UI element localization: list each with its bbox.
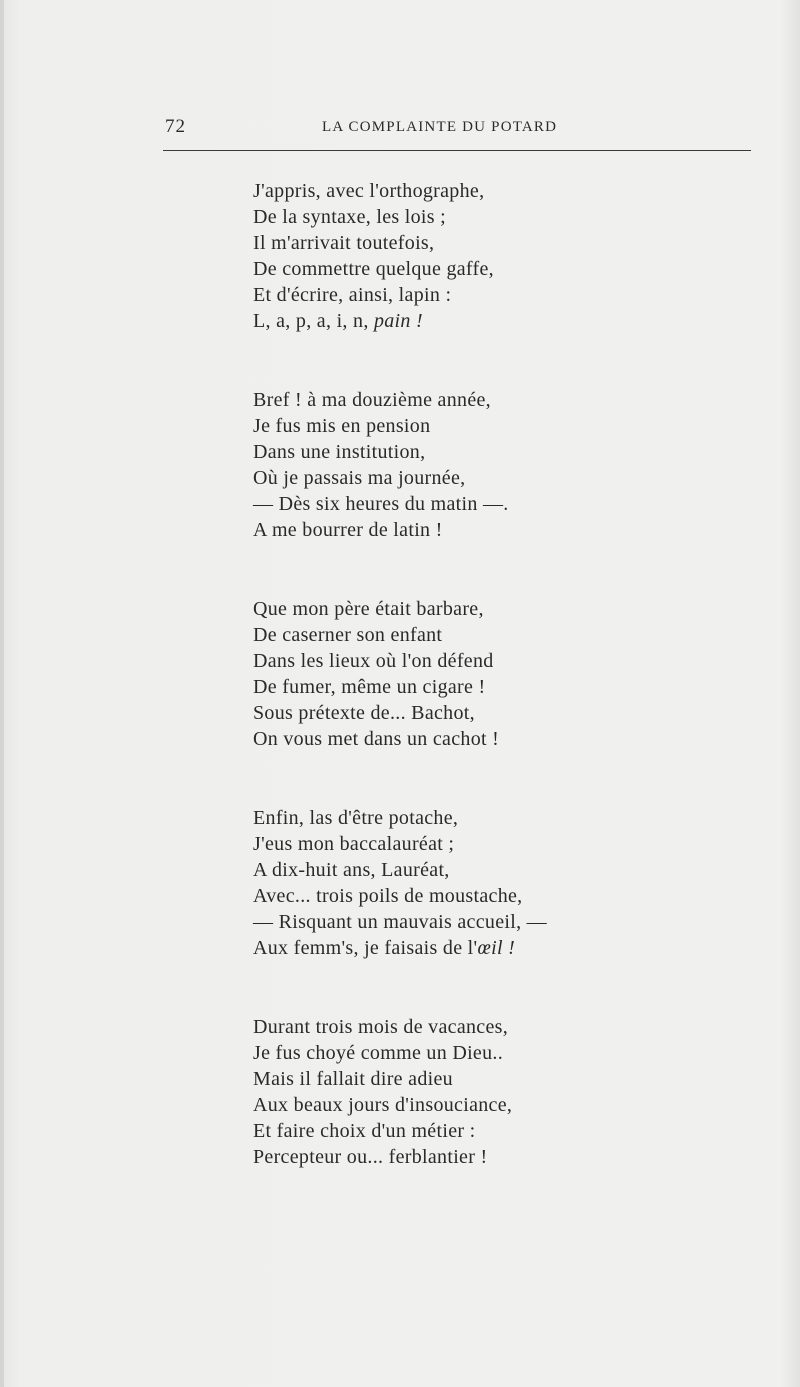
verse-line: — Risquant un mauvais accueil, — (253, 911, 547, 933)
verse-line: J'eus mon baccalauréat ; (253, 833, 455, 855)
verse-line (253, 308, 613, 334)
poem (253, 178, 613, 1223)
stanza-1 (253, 178, 613, 334)
verse-line: De commettre quelque gaffe, (253, 258, 494, 280)
verse-line: Je fus mis en pension (253, 415, 431, 437)
stanza-2 (253, 387, 613, 543)
verse-line: Avec... trois poils de moustache, (253, 885, 523, 907)
page-gutter (0, 0, 4, 1387)
page-number: 72 (165, 116, 186, 137)
header-rule (163, 150, 751, 151)
verse-line: De fumer, même un cigare ! (253, 676, 486, 698)
verse-line: A dix-huit ans, Lauréat, (253, 859, 450, 881)
verse-line: — Dès six heures du matin —. (253, 493, 509, 515)
verse-line: Et faire choix d'un métier : (253, 1120, 476, 1142)
verse-line (253, 935, 613, 961)
page-header (163, 114, 751, 140)
verse-line: On vous met dans un cachot ! (253, 728, 500, 750)
running-title: LA COMPLAINTE DU POTARD (322, 119, 558, 135)
verse-line: Que mon père était barbare, (253, 598, 484, 620)
verse-line: Il m'arrivait toutefois, (253, 232, 435, 254)
verse-line: Je fus choyé comme un Dieu.. (253, 1042, 504, 1064)
verse-line: Sous prétexte de... Bachot, (253, 702, 475, 724)
verse-emphasis: pain ! (373, 310, 423, 332)
stanza-5 (253, 1014, 613, 1170)
verse-line: Dans les lieux où l'on défend (253, 650, 494, 672)
verse-line: Bref ! à ma douzième année, (253, 389, 491, 411)
verse-line: Et d'écrire, ainsi, lapin : (253, 284, 452, 306)
verse-line: Percepteur ou... ferblantier ! (253, 1146, 488, 1168)
verse-line: Aux beaux jours d'insouciance, (253, 1094, 513, 1116)
stanza-3 (253, 596, 613, 752)
verse-line: Durant trois mois de vacances, (253, 1016, 509, 1038)
verse-line: De caserner son enfant (253, 624, 443, 646)
verse-emphasis: œil ! (477, 937, 516, 959)
verse-line: Dans une institution, (253, 441, 426, 463)
verse-line: J'appris, avec l'orthographe, (253, 180, 485, 202)
verse-line: Mais il fallait dire adieu (253, 1068, 453, 1090)
verse-line: Enfin, las d'être potache, (253, 807, 459, 829)
verse-line: A me bourrer de latin ! (253, 519, 443, 541)
stanza-4 (253, 805, 613, 961)
verse-line: De la syntaxe, les lois ; (253, 206, 447, 228)
verse-text: Aux femm's, je faisais de l' (253, 937, 478, 959)
verse-text: L, a, p, a, i, n, (253, 310, 374, 332)
verse-line: Où je passais ma journée, (253, 467, 466, 489)
